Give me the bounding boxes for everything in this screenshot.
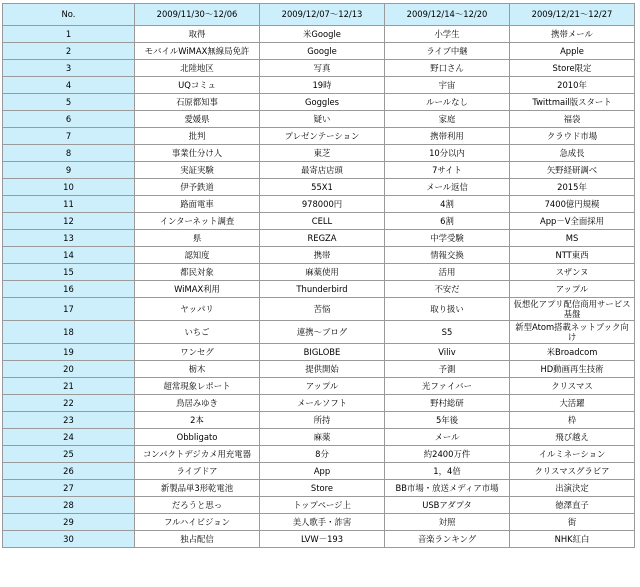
table-row	[3, 230, 635, 247]
table-row	[3, 298, 635, 321]
keyword-cell-week-3: 音楽ランキング	[385, 531, 510, 548]
table-row	[3, 480, 635, 497]
header-week-1: 2009/11/30～12/06	[135, 4, 260, 26]
keyword-cell-week-3: メール返信	[385, 179, 510, 196]
keyword-cell-week-4: 出演決定	[510, 480, 635, 497]
keyword-cell-week-4: アップル	[510, 281, 635, 298]
keyword-cell-week-3: 10分以内	[385, 145, 510, 162]
keyword-cell-week-1: ライブドア	[135, 463, 260, 480]
keyword-cell-week-4: HD動画再生技術	[510, 361, 635, 378]
table-row	[3, 145, 635, 162]
keyword-cell-week-3: 1，4倍	[385, 463, 510, 480]
rank-number: 8	[3, 145, 135, 162]
keyword-cell-week-1: 2本	[135, 412, 260, 429]
rank-number: 14	[3, 247, 135, 264]
header-row	[3, 4, 635, 26]
keyword-cell-week-2: REGZA	[260, 230, 385, 247]
keyword-cell-week-4: NTT東西	[510, 247, 635, 264]
keyword-cell-week-2: 所持	[260, 412, 385, 429]
keyword-cell-week-3: USBアダプタ	[385, 497, 510, 514]
rank-number: 19	[3, 344, 135, 361]
rank-number: 3	[3, 60, 135, 77]
keyword-cell-week-4: Apple	[510, 43, 635, 60]
table-row	[3, 412, 635, 429]
table-row	[3, 321, 635, 344]
table-header	[3, 4, 635, 26]
table-row	[3, 497, 635, 514]
keyword-cell-week-3: 対照	[385, 514, 510, 531]
keyword-cell-week-4: 米Broadcom	[510, 344, 635, 361]
keyword-cell-week-2: 提供開始	[260, 361, 385, 378]
keyword-cell-week-3: 野口さん	[385, 60, 510, 77]
keyword-cell-week-4: 大活躍	[510, 395, 635, 412]
keyword-cell-week-4: Twittmail版スタート	[510, 94, 635, 111]
keyword-cell-week-3: 7サイト	[385, 162, 510, 179]
keyword-cell-week-2: 東芝	[260, 145, 385, 162]
keyword-cell-week-1: 実証実験	[135, 162, 260, 179]
rank-number: 5	[3, 94, 135, 111]
header-week-3: 2009/12/14～12/20	[385, 4, 510, 26]
keyword-cell-week-4: 枠	[510, 412, 635, 429]
keyword-ranking-table	[2, 3, 635, 548]
rank-number: 26	[3, 463, 135, 480]
keyword-cell-week-4: クラウド市場	[510, 128, 635, 145]
keyword-cell-week-3: 約2400万件	[385, 446, 510, 463]
keyword-cell-week-2: 携帯	[260, 247, 385, 264]
keyword-cell-week-4: 仮想化アプリ配信商用サービス基盤	[510, 298, 635, 321]
table-row	[3, 378, 635, 395]
keyword-cell-week-2: 苦悩	[260, 298, 385, 321]
keyword-cell-week-3: 野村総研	[385, 395, 510, 412]
keyword-cell-week-2: 写真	[260, 60, 385, 77]
table-row	[3, 60, 635, 77]
table-row	[3, 26, 635, 43]
keyword-cell-week-3: 6割	[385, 213, 510, 230]
keyword-cell-week-3: 家庭	[385, 111, 510, 128]
keyword-cell-week-1: ヤッパリ	[135, 298, 260, 321]
keyword-cell-week-4: 携帯メール	[510, 26, 635, 43]
keyword-cell-week-2: 麻薬	[260, 429, 385, 446]
keyword-cell-week-4: MS	[510, 230, 635, 247]
keyword-cell-week-4: スザンヌ	[510, 264, 635, 281]
keyword-cell-week-4: 2010年	[510, 77, 635, 94]
keyword-cell-week-1: 北陸地区	[135, 60, 260, 77]
keyword-cell-week-2: プレゼンテーション	[260, 128, 385, 145]
keyword-cell-week-4: クリスマス	[510, 378, 635, 395]
keyword-cell-week-4: 急成長	[510, 145, 635, 162]
table-row	[3, 196, 635, 213]
keyword-cell-week-1: 超常現象レポート	[135, 378, 260, 395]
keyword-cell-week-4: App－V全面採用	[510, 213, 635, 230]
keyword-cell-week-1: ワンセグ	[135, 344, 260, 361]
keyword-cell-week-4: Store限定	[510, 60, 635, 77]
keyword-cell-week-2: 連携～ブログ	[260, 321, 385, 344]
keyword-cell-week-3: メール	[385, 429, 510, 446]
table-row	[3, 531, 635, 548]
keyword-cell-week-1: 栃木	[135, 361, 260, 378]
rank-number: 11	[3, 196, 135, 213]
keyword-cell-week-2: App	[260, 463, 385, 480]
keyword-cell-week-1: 批判	[135, 128, 260, 145]
rank-number: 2	[3, 43, 135, 60]
keyword-cell-week-3: 5年後	[385, 412, 510, 429]
rank-number: 15	[3, 264, 135, 281]
keyword-cell-week-1: UQコミュ	[135, 77, 260, 94]
keyword-cell-week-2: Thunderbird	[260, 281, 385, 298]
keyword-cell-week-1: WiMAX利用	[135, 281, 260, 298]
keyword-cell-week-3: 4割	[385, 196, 510, 213]
keyword-cell-week-1: だろうと思っ	[135, 497, 260, 514]
table-row	[3, 446, 635, 463]
table-row	[3, 429, 635, 446]
keyword-cell-week-3: 情報交換	[385, 247, 510, 264]
table-row	[3, 281, 635, 298]
rank-number: 24	[3, 429, 135, 446]
rank-number: 30	[3, 531, 135, 548]
keyword-cell-week-2: Google	[260, 43, 385, 60]
keyword-cell-week-1: 新製品単3形乾電池	[135, 480, 260, 497]
keyword-cell-week-4: 街	[510, 514, 635, 531]
keyword-cell-week-2: 麻薬使用	[260, 264, 385, 281]
keyword-cell-week-1: 都民対象	[135, 264, 260, 281]
keyword-cell-week-3: BB市場・放送メディア市場	[385, 480, 510, 497]
rank-number: 17	[3, 298, 135, 321]
rank-number: 18	[3, 321, 135, 344]
keyword-cell-week-2: 最寄店店頭	[260, 162, 385, 179]
keyword-cell-week-1: いちご	[135, 321, 260, 344]
keyword-cell-week-3: 携帯利用	[385, 128, 510, 145]
keyword-cell-week-2: 美人歌手・詐害	[260, 514, 385, 531]
rank-number: 27	[3, 480, 135, 497]
keyword-cell-week-1: モバイルWiMAX無線局免許	[135, 43, 260, 60]
keyword-cell-week-1: 独占配信	[135, 531, 260, 548]
rank-number: 1	[3, 26, 135, 43]
keyword-cell-week-1: 鳥居みゆき	[135, 395, 260, 412]
keyword-cell-week-2: 8分	[260, 446, 385, 463]
keyword-cell-week-4: クリスマスグラビア	[510, 463, 635, 480]
table-row	[3, 94, 635, 111]
keyword-cell-week-1: 認知度	[135, 247, 260, 264]
keyword-cell-week-2: メールソフト	[260, 395, 385, 412]
rank-number: 9	[3, 162, 135, 179]
table-row	[3, 361, 635, 378]
keyword-cell-week-3: 不安だ	[385, 281, 510, 298]
rank-number: 13	[3, 230, 135, 247]
keyword-cell-week-3: ライブ中継	[385, 43, 510, 60]
keyword-cell-week-1: 路面電車	[135, 196, 260, 213]
keyword-cell-week-3: 取り扱い	[385, 298, 510, 321]
rank-number: 4	[3, 77, 135, 94]
rank-number: 6	[3, 111, 135, 128]
keyword-cell-week-4: イルミネーション	[510, 446, 635, 463]
keyword-cell-week-1: 石原都知事	[135, 94, 260, 111]
keyword-cell-week-4: 福袋	[510, 111, 635, 128]
keyword-cell-week-3: S5	[385, 321, 510, 344]
rank-number: 16	[3, 281, 135, 298]
table-row	[3, 395, 635, 412]
rank-number: 21	[3, 378, 135, 395]
keyword-cell-week-3: 活用	[385, 264, 510, 281]
rank-number: 7	[3, 128, 135, 145]
keyword-cell-week-2: CELL	[260, 213, 385, 230]
keyword-cell-week-2: LVW－193	[260, 531, 385, 548]
table-row	[3, 162, 635, 179]
keyword-cell-week-1: 事業仕分け人	[135, 145, 260, 162]
rank-number: 28	[3, 497, 135, 514]
table-row	[3, 77, 635, 94]
keyword-cell-week-2: Goggles	[260, 94, 385, 111]
table-row	[3, 264, 635, 281]
table-row	[3, 247, 635, 264]
table-row	[3, 179, 635, 196]
rank-number: 23	[3, 412, 135, 429]
keyword-cell-week-1: 伊予鉄道	[135, 179, 260, 196]
header-week-2: 2009/12/07～12/13	[260, 4, 385, 26]
keyword-cell-week-1: インターネット調査	[135, 213, 260, 230]
table-row	[3, 128, 635, 145]
rank-number: 29	[3, 514, 135, 531]
keyword-cell-week-4: 徳澤直子	[510, 497, 635, 514]
keyword-cell-week-1: コンパクトデジカメ用充電器	[135, 446, 260, 463]
keyword-cell-week-2: Store	[260, 480, 385, 497]
table-row	[3, 213, 635, 230]
keyword-cell-week-1: 愛媛県	[135, 111, 260, 128]
keyword-cell-week-3: ルールなし	[385, 94, 510, 111]
table-row	[3, 43, 635, 60]
keyword-cell-week-2: BIGLOBE	[260, 344, 385, 361]
keyword-cell-week-2: 978000円	[260, 196, 385, 213]
keyword-cell-week-4: 2015年	[510, 179, 635, 196]
keyword-cell-week-3: 宇宙	[385, 77, 510, 94]
keyword-cell-week-4: 7400億円規模	[510, 196, 635, 213]
rank-number: 22	[3, 395, 135, 412]
keyword-cell-week-1: 県	[135, 230, 260, 247]
table-row	[3, 514, 635, 531]
header-no: No.	[3, 4, 135, 26]
rank-number: 25	[3, 446, 135, 463]
keyword-cell-week-4: 新型Atom搭載ネットブック向け	[510, 321, 635, 344]
rank-number: 20	[3, 361, 135, 378]
keyword-cell-week-3: Viliv	[385, 344, 510, 361]
keyword-cell-week-1: 取得	[135, 26, 260, 43]
table-row	[3, 463, 635, 480]
keyword-cell-week-3: 光ファイバー	[385, 378, 510, 395]
keyword-cell-week-4: 矢野経研調べ	[510, 162, 635, 179]
keyword-cell-week-3: 中学受験	[385, 230, 510, 247]
rank-number: 12	[3, 213, 135, 230]
keyword-cell-week-3: 小学生	[385, 26, 510, 43]
keyword-cell-week-2: 疑い	[260, 111, 385, 128]
table-row	[3, 344, 635, 361]
keyword-cell-week-2: トップページ上	[260, 497, 385, 514]
keyword-cell-week-4: 飛び越え	[510, 429, 635, 446]
keyword-cell-week-3: 予測	[385, 361, 510, 378]
keyword-cell-week-1: Obbligato	[135, 429, 260, 446]
header-week-4: 2009/12/21～12/27	[510, 4, 635, 26]
rank-number: 10	[3, 179, 135, 196]
keyword-cell-week-4: NHK紅白	[510, 531, 635, 548]
table-body	[3, 26, 635, 548]
keyword-cell-week-2: 55X1	[260, 179, 385, 196]
keyword-cell-week-2: アップル	[260, 378, 385, 395]
keyword-cell-week-1: フルハイビジョン	[135, 514, 260, 531]
table-row	[3, 111, 635, 128]
keyword-cell-week-2: 19時	[260, 77, 385, 94]
keyword-cell-week-2: 米Google	[260, 26, 385, 43]
